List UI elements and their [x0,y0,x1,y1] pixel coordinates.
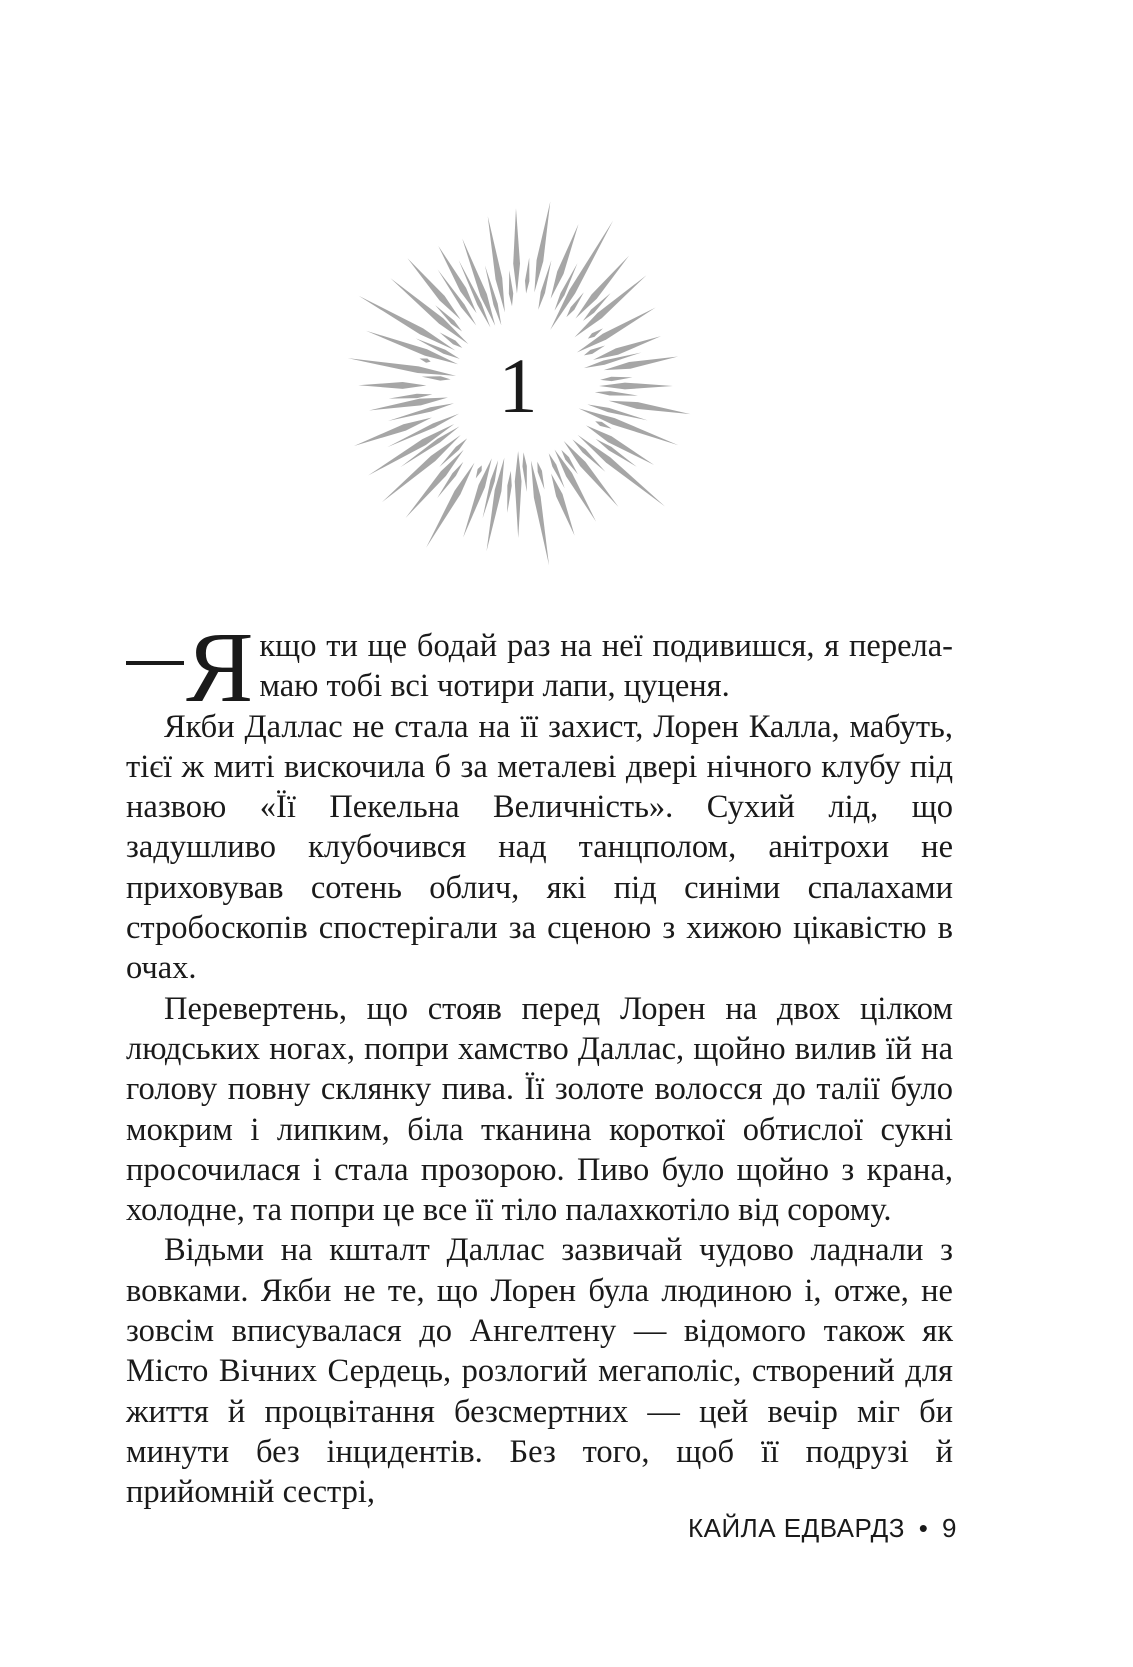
dialogue-dash [126,626,184,694]
footer-separator: • [918,1513,929,1543]
drop-cap: Я [186,611,254,723]
running-footer [688,1513,957,1544]
paragraph: Відьми на кшталт Даллас зазвичай чудово ладнали з вовками. Якби не те, що Лорен була людиною і, отже, не зовсім вписувалася до Ангелтену — відомого також як Місто Вічних Сердець, розлогий мегаполіс, створений для життя й процвітання безсмертних — цей вечір міг би минути без інцидентів. Без того, щоб її подрузі й прийомній сестрі, [126,1232,953,1511]
opening-text: кщо ти ще бодай раз на неї подивишся, я переламаю тобі всі чотири лапи, цуценя. [259,628,953,705]
chapter-number: 1 [498,342,538,429]
paragraph: Перевертень, що стояв перед Лорен на двох цілком людських ногах, попри хамство Даллас, щойно вилив їй на голову повну склянку пива. Її золоте волосся до талії було мокрим і липким, біла тканина короткої обтислої сукні просочилася і стала прозорою. Пиво було щойно з крана, холодне, та попри це все її тіло палахкотіло від сорому. [126,990,953,1229]
page-number: 9 [942,1513,957,1543]
paragraph: Якби Даллас не стала на її захист, Лорен Калла, мабуть, тієї ж миті вискочила б за металеві двері нічного клубу під назвою «Її Пекельна Величність». Сухий лід, що задушливо клубочився над танцполом, анітрохи не приховував сотень облич, які під синіми спалахами стробоскопів спостерігали за сценою з хижою цікавістю в очах. [126,708,953,987]
footer-author: КАЙЛА ЕДВАРДЗ [687,1513,905,1543]
body-text [126,611,953,1513]
opening-paragraph [126,611,953,723]
